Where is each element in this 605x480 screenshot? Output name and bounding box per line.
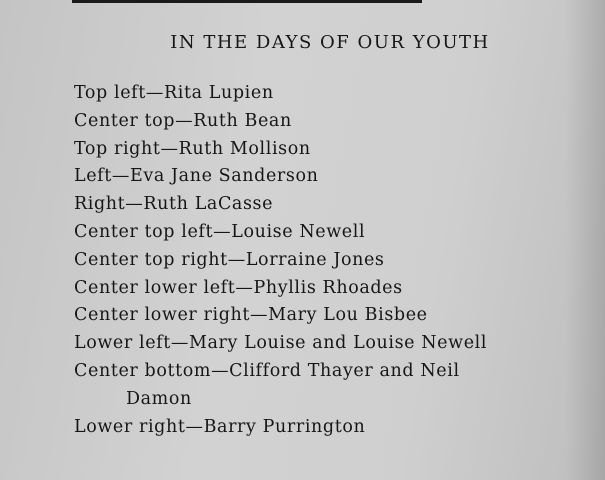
caption-item: Center lower right—Mary Lou Bisbee (74, 305, 428, 326)
page-title: IN THE DAYS OF OUR YOUTH (170, 32, 490, 53)
caption-item: Center bottom—Clifford Thayer and Neil (74, 360, 460, 381)
caption-item: Lower left—Mary Louise and Louise Newell (74, 333, 488, 354)
caption-item: Lower right—Barry Purrington (74, 416, 366, 437)
caption-item: Center lower left—Phyllis Rhoades (74, 277, 403, 298)
caption-item: Center top right—Lorraine Jones (74, 249, 385, 270)
caption-item: Center top left—Louise Newell (74, 221, 366, 242)
caption-item: Right—Ruth LaCasse (74, 194, 274, 215)
caption-item: Left—Eva Jane Sanderson (74, 166, 319, 187)
top-rule (72, 0, 422, 3)
caption-item: Center top—Ruth Bean (74, 110, 292, 131)
caption-item: Top right—Ruth Mollison (74, 138, 311, 159)
caption-item: Top left—Rita Lupien (74, 83, 274, 103)
caption-item-continuation: Damon (126, 388, 192, 409)
caption-list (74, 80, 584, 441)
page-shadow (565, 0, 605, 480)
